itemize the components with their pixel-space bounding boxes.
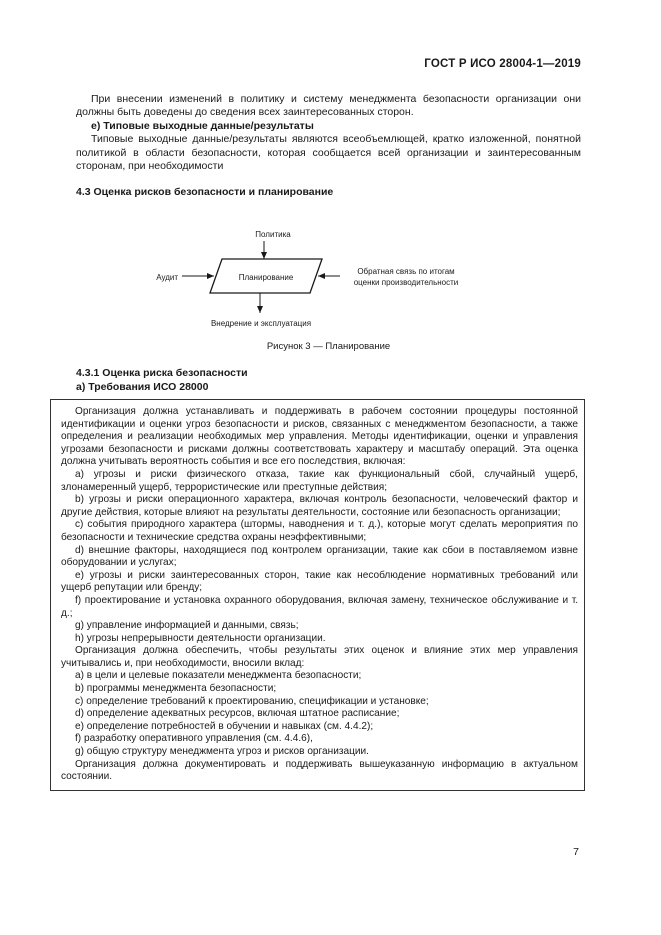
diagram-center-label: Планирование	[238, 272, 294, 282]
req-list1-item: b) угрозы и риски операционного характера, включая контроль безопасности, человеческий фактор и другие действия, которые влияют на результаты деятельности, состояние или безопасность организации;	[61, 494, 578, 518]
req-list2-item: b) программы менеджмента безопасности;	[75, 683, 277, 695]
diagram-bottom-label: Внедрение и эксплуатация	[210, 318, 312, 328]
iso-requirements-box	[50, 399, 585, 791]
figure-caption: Рисунок 3 — Планирование	[266, 340, 391, 352]
diagram-right-label-2: оценки производительности	[353, 277, 459, 287]
section-e-text: Типовые выходные данные/результаты являются всеобъемлющей, кратко изложенной, понятной политикой в области безопасности, которая сообщается всей организации и заинтересованным сторонам, при необходимости	[76, 133, 581, 173]
section-e-heading: е) Типовые выходные данные/результаты	[91, 119, 314, 132]
planning-diagram-svg	[76, 208, 581, 338]
req-list2-item: а) в цели и целевые показатели менеджмента безопасности;	[75, 670, 362, 682]
intro-paragraph: При внесении изменений в политику и систему менеджмента безопасности организации они должны быть доведены до сведения всех заинтересованных сторон.	[76, 93, 581, 119]
req-list1-item: а) угрозы и риски физического отказа, такие как функциональный сбой, случайный ущерб, злонамеренный ущерб, террористические или преступные действия;	[61, 468, 578, 493]
req-list2-item: g) общую структуру менеджмента угроз и рисков организации.	[75, 746, 369, 758]
req-list1-item: f) проектирование и установка охранного оборудования, включая замену, техническое обслуживание и т. д.;	[61, 594, 578, 619]
diagram-top-label: Политика	[255, 229, 291, 239]
req-list1-item: h) угрозы непрерывности деятельности организации.	[75, 632, 326, 644]
section-4-3-1-subtitle: а) Требования ИСО 28000	[76, 380, 209, 393]
req-list1-item: d) внешние факторы, находящиеся под контролем организации, такие как сбои в поставляемом извне оборудовании и услугах;	[61, 544, 578, 569]
document-header: ГОСТ Р ИСО 28004-1—2019	[424, 58, 581, 70]
req-list1-item: g) управление информацией и данными, связь;	[75, 620, 299, 632]
section-4-3-1-title: 4.3.1 Оценка риска безопасности	[76, 367, 248, 380]
section-4-3-title: 4.3 Оценка рисков безопасности и планирование	[76, 186, 334, 199]
page-content	[76, 93, 581, 394]
req-list2-item: e) определение потребностей в обучении и навыках (см. 4.4.2);	[75, 720, 374, 732]
diagram-left-label: Аудит	[156, 272, 178, 282]
req-paragraph-1: Организация должна устанавливать и поддерживать в рабочем состоянии процедуры постоянной идентификации и оценки угроз безопасности и рисков, связанных с менеджментом безопасности, а также определения и реализации необходимых мер управления. Методы идентификации, оценки и управления угрозами безопасности и рисками должны соответствовать характеру и масштабу операций. Эта оценка должна учитывать вероятность события и все его последствия, включая:	[61, 406, 578, 468]
req-list2-item: c) определение требований к проектированию, спецификации и установке;	[75, 695, 429, 707]
req-list2-item: d) определение адекватных ресурсов, включая штатное расписание;	[75, 708, 400, 720]
req-list1-item: c) события природного характера (штормы, наводнения и т. д.), которые могут сделать мероприятия по безопасности и технические средства охраны неэффективными;	[61, 519, 578, 543]
page-number: 7	[573, 846, 579, 858]
req-list2-item: f) разработку оперативного управления (см. 4.4.6),	[75, 733, 313, 745]
planning-diagram	[76, 208, 581, 338]
req-paragraph-3: Организация должна документировать и поддерживать вышеуказанную информацию в актуальном состоянии.	[61, 758, 578, 783]
req-list1-item: e) угрозы и риски заинтересованных сторон, такие как несоблюдение нормативных требований или ущерб репутации или бренду;	[61, 569, 578, 594]
req-paragraph-2: Организация должна обеспечить, чтобы результаты этих оценок и влияние этих мер управления учитывались и, при необходимости, вносили вклад:	[61, 645, 578, 669]
diagram-right-label-1: Обратная связь по итогам	[357, 266, 455, 276]
